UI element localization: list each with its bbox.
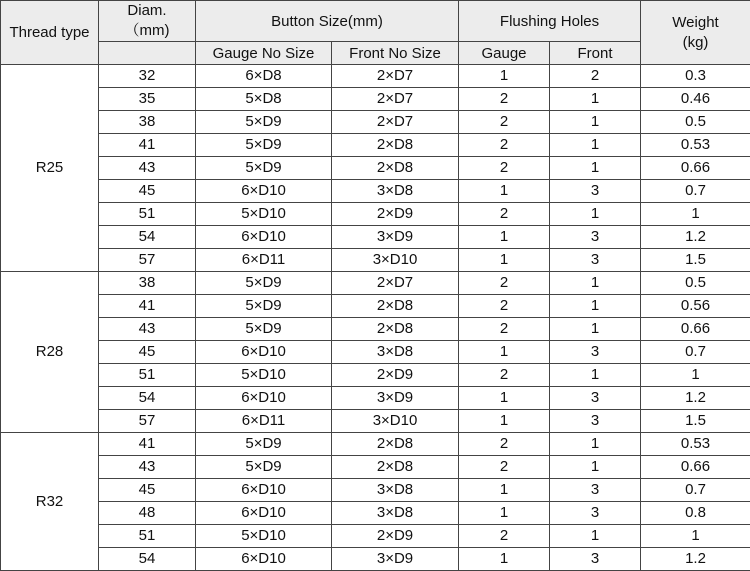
flushing-front-cell: 3 (550, 249, 641, 272)
weight-cell: 1 (641, 203, 750, 226)
flushing-front-cell: 3 (550, 226, 641, 249)
table-row (1, 433, 750, 456)
flushing-gauge-cell: 1 (459, 479, 550, 502)
flushing-gauge-cell: 1 (459, 180, 550, 203)
flushing-gauge-cell: 1 (459, 65, 550, 88)
diameter-cell: 43 (99, 157, 196, 180)
flushing-gauge-cell: 2 (459, 318, 550, 341)
header-thread-type: Thread type (1, 1, 99, 65)
gauge-size-cell: 5×D9 (196, 157, 332, 180)
weight-cell: 0.3 (641, 65, 750, 88)
flushing-gauge-cell: 1 (459, 410, 550, 433)
front-size-cell: 2×D7 (332, 88, 459, 111)
diameter-cell: 41 (99, 134, 196, 157)
weight-cell: 0.5 (641, 111, 750, 134)
flushing-gauge-cell: 2 (459, 525, 550, 548)
flushing-front-cell: 1 (550, 157, 641, 180)
flushing-gauge-cell: 1 (459, 502, 550, 525)
gauge-size-cell: 6×D10 (196, 479, 332, 502)
header-weight-unit: (kg) (682, 33, 709, 51)
front-size-cell: 2×D7 (332, 65, 459, 88)
flushing-front-cell: 1 (550, 456, 641, 479)
table-row (1, 364, 750, 387)
table-row (1, 249, 750, 272)
header-diameter (99, 1, 196, 42)
flushing-gauge-cell: 2 (459, 272, 550, 295)
header-button-size: Button Size(mm) (196, 1, 459, 42)
table-row (1, 318, 750, 341)
flushing-front-cell: 3 (550, 502, 641, 525)
flushing-front-cell: 1 (550, 433, 641, 456)
gauge-size-cell: 5×D8 (196, 88, 332, 111)
weight-cell: 0.66 (641, 318, 750, 341)
weight-cell: 0.66 (641, 456, 750, 479)
diameter-cell: 35 (99, 88, 196, 111)
flushing-gauge-cell: 2 (459, 88, 550, 111)
header-weight-label: Weight (672, 13, 719, 31)
flushing-front-cell: 1 (550, 295, 641, 318)
flushing-front-cell: 3 (550, 180, 641, 203)
weight-cell: 0.56 (641, 295, 750, 318)
table-row (1, 548, 750, 571)
diameter-cell: 48 (99, 502, 196, 525)
flushing-front-cell: 1 (550, 272, 641, 295)
weight-cell: 1 (641, 525, 750, 548)
flushing-gauge-cell: 2 (459, 433, 550, 456)
table-row (1, 387, 750, 410)
gauge-size-cell: 6×D11 (196, 410, 332, 433)
weight-cell: 1.2 (641, 387, 750, 410)
weight-cell: 1.5 (641, 249, 750, 272)
gauge-size-cell: 6×D10 (196, 180, 332, 203)
front-size-cell: 2×D8 (332, 295, 459, 318)
front-size-cell: 2×D8 (332, 433, 459, 456)
table-row (1, 410, 750, 433)
flushing-gauge-cell: 2 (459, 111, 550, 134)
front-size-cell: 3×D8 (332, 479, 459, 502)
header-flushing-holes: Flushing Holes (459, 1, 641, 42)
gauge-size-cell: 6×D10 (196, 548, 332, 571)
gauge-size-cell: 5×D9 (196, 456, 332, 479)
diameter-cell: 54 (99, 226, 196, 249)
gauge-size-cell: 5×D10 (196, 203, 332, 226)
weight-cell: 0.66 (641, 157, 750, 180)
flushing-front-cell: 1 (550, 88, 641, 111)
diameter-cell: 45 (99, 180, 196, 203)
front-size-cell: 3×D8 (332, 180, 459, 203)
gauge-size-cell: 5×D10 (196, 525, 332, 548)
table-body (1, 65, 750, 571)
flushing-front-cell: 1 (550, 525, 641, 548)
front-size-cell: 2×D8 (332, 157, 459, 180)
header-diameter-label: Diam. (127, 2, 167, 19)
header-diameter-spacer (99, 42, 196, 65)
table-row (1, 134, 750, 157)
diameter-cell: 43 (99, 318, 196, 341)
flushing-gauge-cell: 2 (459, 157, 550, 180)
gauge-size-cell: 6×D10 (196, 226, 332, 249)
front-size-cell: 3×D8 (332, 502, 459, 525)
diameter-cell: 38 (99, 272, 196, 295)
thread-type-cell: R25 (1, 65, 99, 272)
front-size-cell: 3×D10 (332, 249, 459, 272)
front-size-cell: 2×D9 (332, 364, 459, 387)
diameter-cell: 54 (99, 548, 196, 571)
table-row (1, 479, 750, 502)
weight-cell: 0.7 (641, 341, 750, 364)
table-row (1, 88, 750, 111)
flushing-front-cell: 1 (550, 111, 641, 134)
table-row (1, 65, 750, 88)
front-size-cell: 2×D8 (332, 134, 459, 157)
diameter-cell: 41 (99, 295, 196, 318)
diameter-cell: 43 (99, 456, 196, 479)
flushing-gauge-cell: 1 (459, 548, 550, 571)
front-size-cell: 3×D9 (332, 226, 459, 249)
header-flushing-front: Front (550, 42, 641, 65)
gauge-size-cell: 5×D9 (196, 111, 332, 134)
header-flushing-gauge: Gauge (459, 42, 550, 65)
flushing-gauge-cell: 1 (459, 226, 550, 249)
header-front-no-size: Front No Size (332, 42, 459, 65)
flushing-front-cell: 1 (550, 134, 641, 157)
weight-cell: 1.2 (641, 226, 750, 249)
thread-type-cell: R32 (1, 433, 99, 571)
table-row (1, 226, 750, 249)
table-row (1, 502, 750, 525)
flushing-gauge-cell: 1 (459, 387, 550, 410)
front-size-cell: 3×D10 (332, 410, 459, 433)
front-size-cell: 2×D8 (332, 318, 459, 341)
weight-cell: 1.2 (641, 548, 750, 571)
diameter-cell: 57 (99, 410, 196, 433)
table-row (1, 525, 750, 548)
weight-cell: 0.8 (641, 502, 750, 525)
weight-cell: 1 (641, 364, 750, 387)
flushing-front-cell: 3 (550, 479, 641, 502)
flushing-front-cell: 3 (550, 387, 641, 410)
diameter-cell: 51 (99, 203, 196, 226)
weight-cell: 0.7 (641, 180, 750, 203)
table-header (1, 1, 750, 65)
front-size-cell: 2×D7 (332, 272, 459, 295)
front-size-cell: 3×D9 (332, 548, 459, 571)
flushing-gauge-cell: 1 (459, 341, 550, 364)
table-row (1, 341, 750, 364)
diameter-cell: 51 (99, 364, 196, 387)
gauge-size-cell: 5×D10 (196, 364, 332, 387)
flushing-front-cell: 3 (550, 341, 641, 364)
gauge-size-cell: 5×D9 (196, 433, 332, 456)
flushing-gauge-cell: 2 (459, 364, 550, 387)
table-row (1, 111, 750, 134)
gauge-size-cell: 6×D10 (196, 502, 332, 525)
front-size-cell: 2×D9 (332, 525, 459, 548)
header-weight (641, 1, 750, 65)
diameter-cell: 32 (99, 65, 196, 88)
flushing-front-cell: 3 (550, 410, 641, 433)
front-size-cell: 2×D8 (332, 456, 459, 479)
flushing-gauge-cell: 2 (459, 203, 550, 226)
front-size-cell: 2×D7 (332, 111, 459, 134)
diameter-cell: 57 (99, 249, 196, 272)
flushing-front-cell: 3 (550, 548, 641, 571)
table-row (1, 456, 750, 479)
gauge-size-cell: 5×D9 (196, 295, 332, 318)
flushing-front-cell: 1 (550, 203, 641, 226)
front-size-cell: 3×D8 (332, 341, 459, 364)
weight-cell: 0.53 (641, 134, 750, 157)
weight-cell: 1.5 (641, 410, 750, 433)
flushing-front-cell: 2 (550, 65, 641, 88)
table-row (1, 180, 750, 203)
gauge-size-cell: 5×D9 (196, 134, 332, 157)
flushing-front-cell: 1 (550, 364, 641, 387)
weight-cell: 0.7 (641, 479, 750, 502)
weight-cell: 0.53 (641, 433, 750, 456)
thread-type-cell: R28 (1, 272, 99, 433)
gauge-size-cell: 5×D9 (196, 318, 332, 341)
diameter-cell: 41 (99, 433, 196, 456)
table-row (1, 272, 750, 295)
table-row (1, 203, 750, 226)
weight-cell: 0.46 (641, 88, 750, 111)
diameter-cell: 45 (99, 341, 196, 364)
gauge-size-cell: 5×D9 (196, 272, 332, 295)
table-row (1, 295, 750, 318)
gauge-size-cell: 6×D8 (196, 65, 332, 88)
gauge-size-cell: 6×D10 (196, 387, 332, 410)
diameter-cell: 45 (99, 479, 196, 502)
flushing-gauge-cell: 1 (459, 249, 550, 272)
header-diameter-unit: （mm) (124, 22, 170, 39)
flushing-gauge-cell: 2 (459, 456, 550, 479)
flushing-gauge-cell: 2 (459, 295, 550, 318)
flushing-gauge-cell: 2 (459, 134, 550, 157)
diameter-cell: 51 (99, 525, 196, 548)
front-size-cell: 2×D9 (332, 203, 459, 226)
header-gauge-no-size: Gauge No Size (196, 42, 332, 65)
diameter-cell: 38 (99, 111, 196, 134)
weight-cell: 0.5 (641, 272, 750, 295)
gauge-size-cell: 6×D11 (196, 249, 332, 272)
table-row (1, 157, 750, 180)
flushing-front-cell: 1 (550, 318, 641, 341)
diameter-cell: 54 (99, 387, 196, 410)
gauge-size-cell: 6×D10 (196, 341, 332, 364)
front-size-cell: 3×D9 (332, 387, 459, 410)
